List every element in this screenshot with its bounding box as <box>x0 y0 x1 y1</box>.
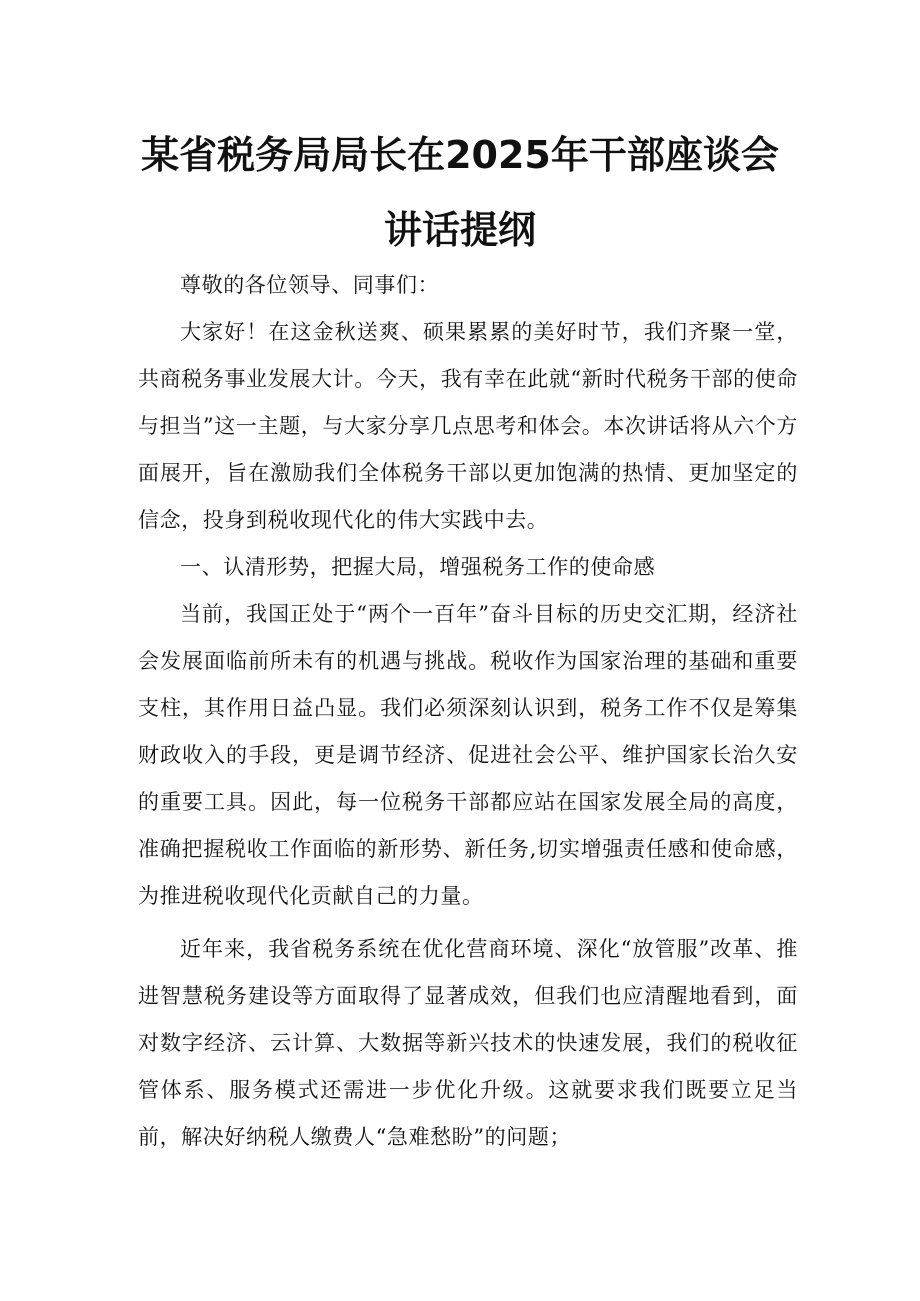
section-heading-1: 一、认清形势，把握大局，增强税务工作的使命感 <box>180 555 656 579</box>
section-1-paragraph-2: 近年来，我省税务系统在优化营商环境、深化“放管服”改革、推进智慧税务建设等方面取得了显著成效，但我们也应清醒地看到，面对数字经济、云计算、大数据等新兴技术的快速发展，我们的税收征管体系、服务模式还需进一步优化升级。这就要求我们既要立足当前，解决好纳税人缴费人“急难愁盼”的问题； <box>138 937 798 1149</box>
document-body <box>138 262 798 1161</box>
document-title-line-1: 某省税务局局长在2025年干部座谈会 <box>141 133 779 177</box>
section-1-paragraph-1: 当前，我国正处于“两个一百年”奋斗目标的历史交汇期，经济社会发展面临前所未有的机遇与挑战。税收作为国家治理的基础和重要支柱，其作用日益凸显。我们必须深刻认识到，税务工作不仅是筹集财政收入的手段，更是调节经济、促进社会公平、维护国家长治久安的重要工具。因此，每一位税务干部都应站在国家发展全局的高度，准确把握税收工作面临的新形势、新任务,切实增强责任感和使命感，为推进税收现代化贡献自己的力量。 <box>138 602 798 908</box>
document-title-line-2: 讲话提纲 <box>383 208 536 252</box>
salutation: 尊敬的各位领导、同事们： <box>180 273 440 297</box>
intro-paragraph: 大家好！在这金秋送爽、硕果累累的美好时节，我们齐聚一堂，共商税务事业发展大计。今天，我有幸在此就“新时代税务干部的使命与担当”这一主题，与大家分享几点思考和体会。本次讲话将从六个方面展开，旨在激励我们全体税务干部以更加饱满的热情、更加坚定的信念，投身到税收现代化的伟大实践中去。 <box>138 320 798 532</box>
